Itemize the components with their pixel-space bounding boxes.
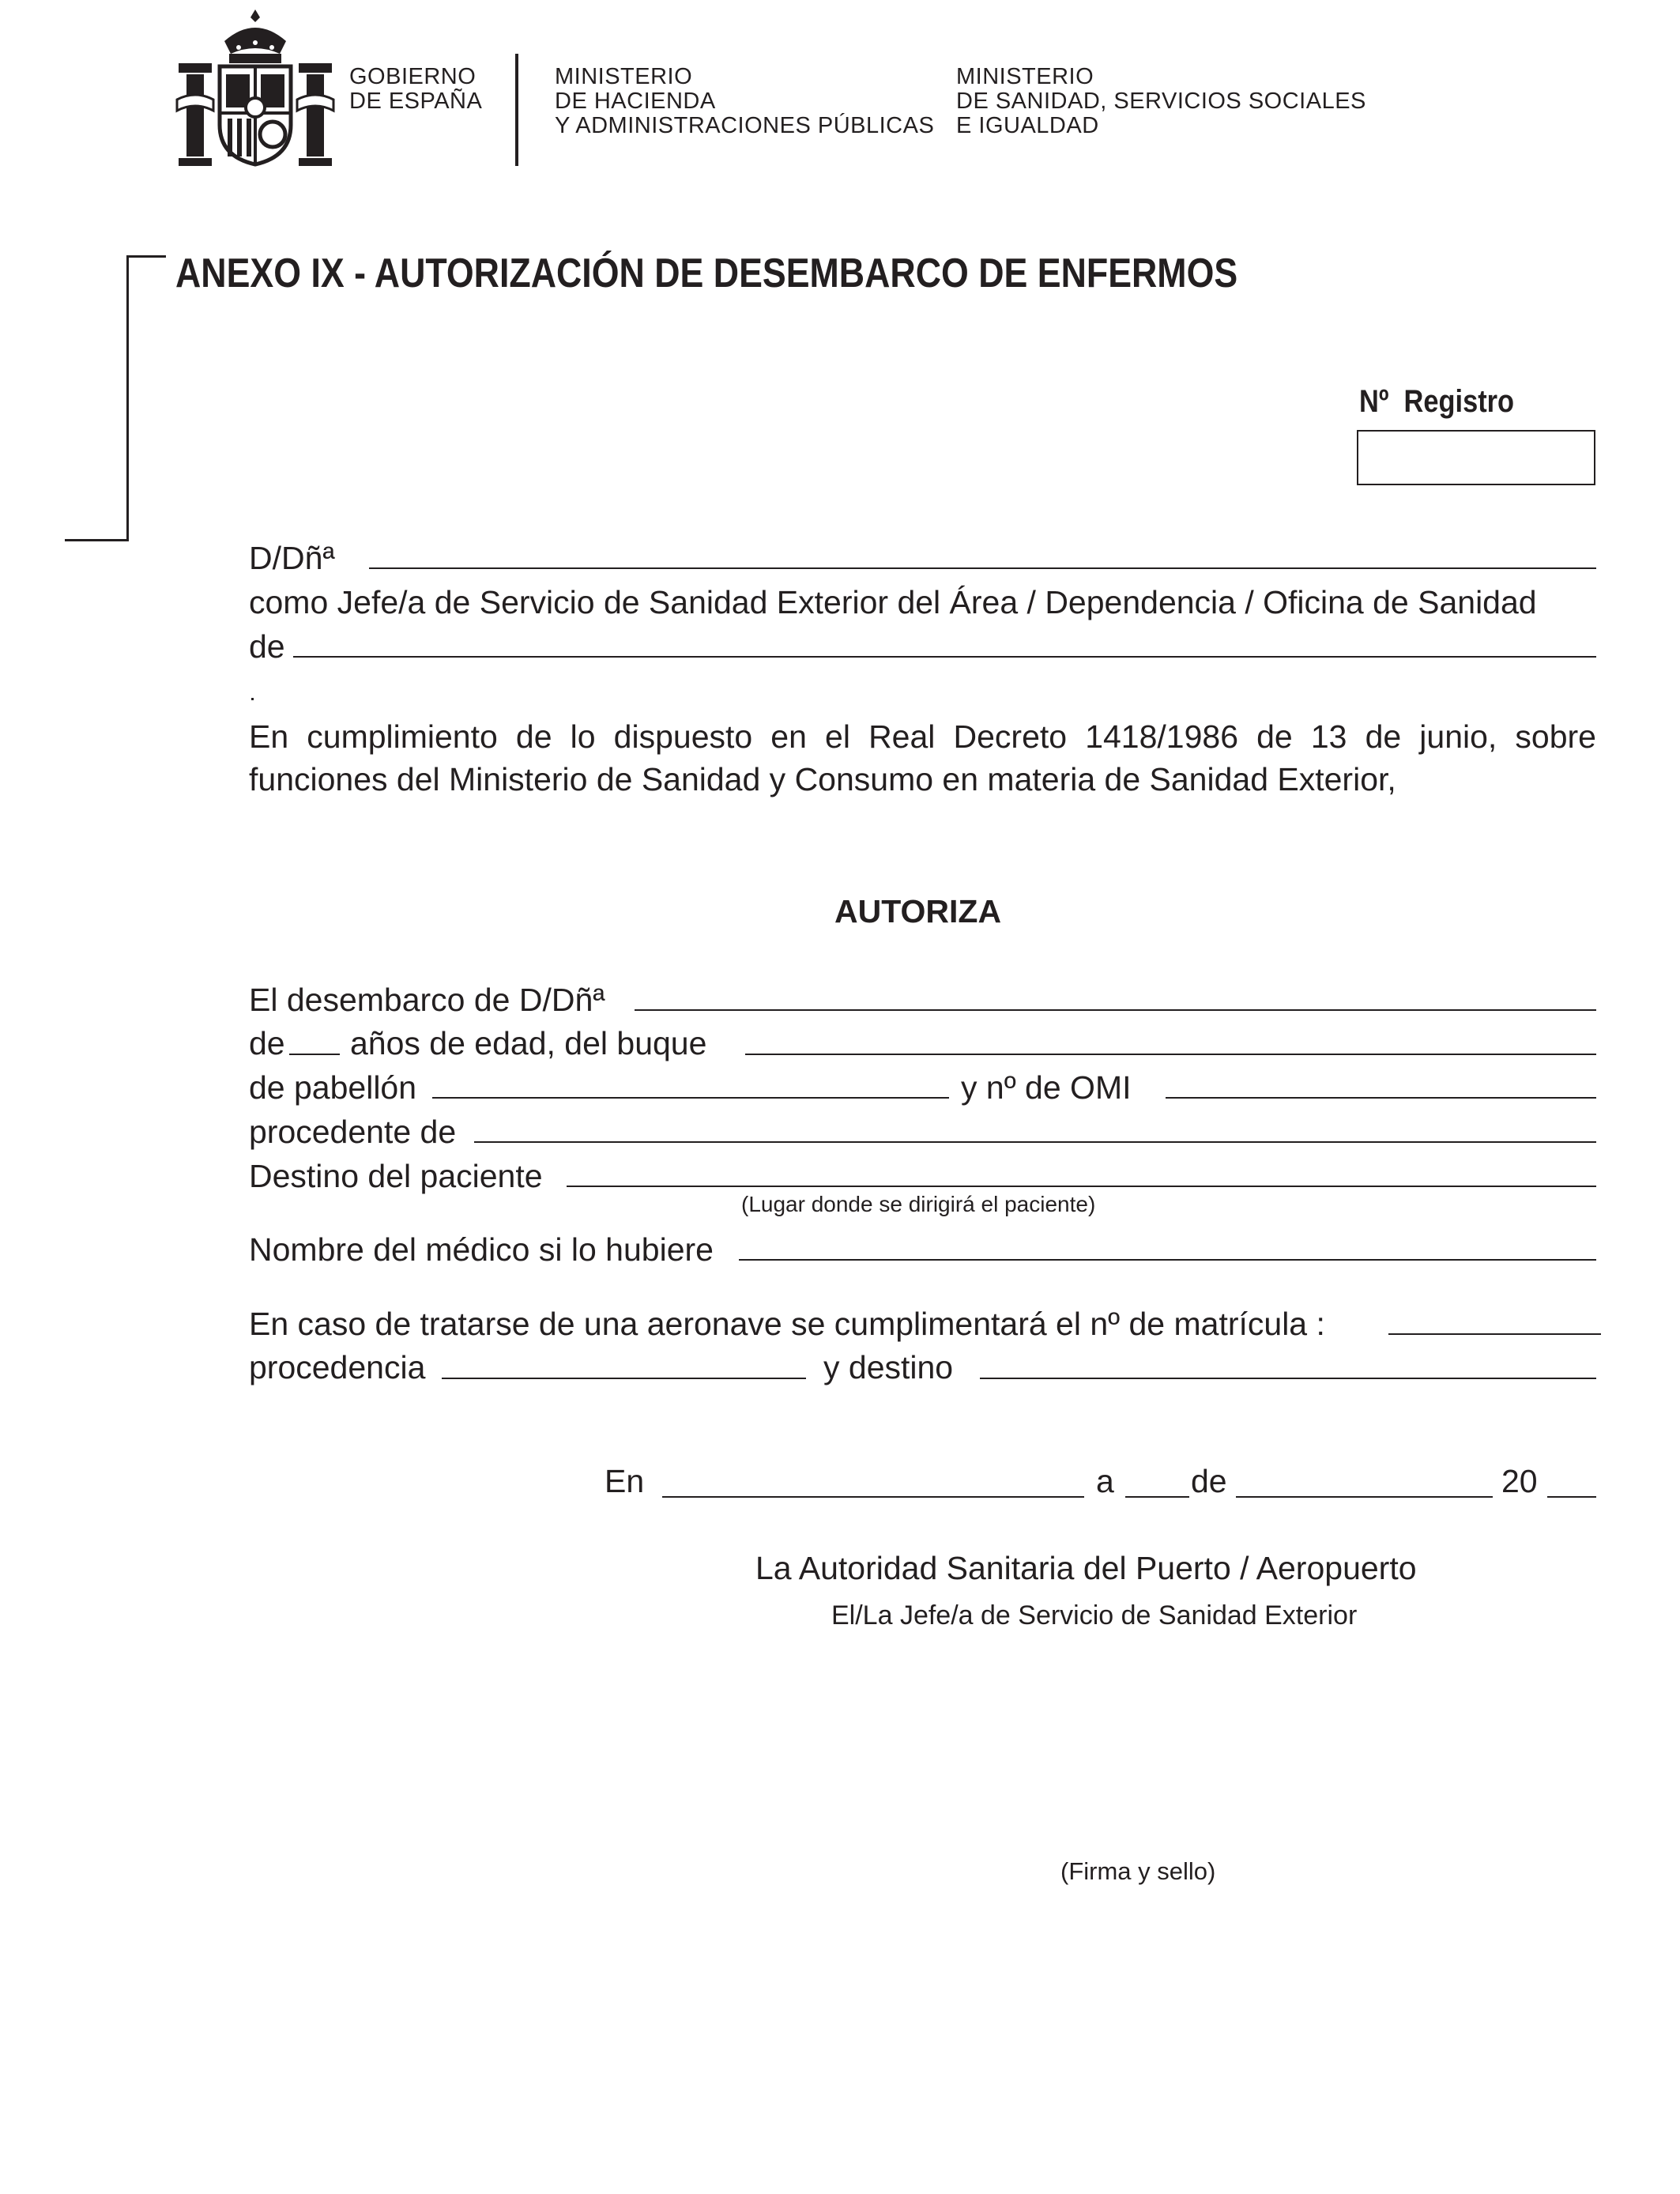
cumplimiento-line-2: funciones del Ministerio de Sanidad y Consumo en materia de Sanidad Exterior, bbox=[249, 761, 1396, 797]
procedente-field[interactable] bbox=[474, 1141, 1596, 1143]
cumplimiento-line-1 bbox=[249, 718, 1596, 755]
oficina-field[interactable] bbox=[293, 656, 1596, 658]
procedente-label: procedente de bbox=[249, 1114, 457, 1150]
margin-tick bbox=[65, 539, 129, 541]
y-destino-label: y destino bbox=[823, 1349, 954, 1385]
aeronave-destino-field[interactable] bbox=[980, 1378, 1596, 1379]
cargo-text: El/La Jefe/a de Servicio de Sanidad Exterior bbox=[831, 1600, 1358, 1630]
header-divider bbox=[515, 54, 518, 166]
date-a-label: a bbox=[1096, 1463, 1114, 1499]
de-label: de bbox=[249, 628, 285, 665]
document-title: ANEXO IX - AUTORIZACIÓN DE DESEMBARCO DE ENFERMOS bbox=[175, 251, 1238, 296]
desembarco-label: El desembarco de D/Dñª bbox=[249, 982, 605, 1018]
destino-hint: (Lugar donde se dirigirá el paciente) bbox=[741, 1192, 1096, 1216]
de-anos-prefix: de bbox=[249, 1025, 285, 1061]
destino-label: Destino del paciente bbox=[249, 1158, 543, 1194]
date-day-field[interactable] bbox=[1125, 1496, 1189, 1498]
ministry-hacienda-line-1: MINISTERIO bbox=[555, 64, 693, 89]
matricula-field[interactable] bbox=[1388, 1333, 1601, 1335]
ministry-hacienda-line-2: DE HACIENDA bbox=[555, 89, 716, 114]
gov-line-1: GOBIERNO bbox=[349, 64, 477, 89]
date-year-field[interactable] bbox=[1547, 1496, 1596, 1498]
firma-label: (Firma y sello) bbox=[1060, 1857, 1216, 1885]
ministry-hacienda-line-3: Y ADMINISTRACIONES PÚBLICAS bbox=[555, 113, 935, 138]
ministry-sanidad bbox=[956, 65, 1366, 138]
medico-field[interactable] bbox=[739, 1259, 1596, 1261]
pabellon-field[interactable] bbox=[432, 1097, 949, 1099]
date-month-field[interactable] bbox=[1236, 1496, 1493, 1498]
omi-field[interactable] bbox=[1166, 1097, 1596, 1099]
procedencia-label: procedencia bbox=[249, 1349, 426, 1385]
ministry-sanidad-line-2: DE SANIDAD, SERVICIOS SOCIALES bbox=[956, 89, 1366, 114]
registro-box[interactable] bbox=[1357, 430, 1595, 485]
date-de-label: de bbox=[1191, 1463, 1227, 1499]
cumplimiento-text-1: En cumplimiento de lo dispuesto en el Real Decreto 1418/1986 de 13 de junio, sobre bbox=[249, 718, 1596, 755]
dona-name-field[interactable] bbox=[369, 567, 1596, 569]
ministry-sanidad-line-3: E IGUALDAD bbox=[956, 113, 1099, 138]
desembarco-name-field[interactable] bbox=[635, 1009, 1596, 1011]
jefe-text: como Jefe/a de Servicio de Sanidad Exterior del Área / Dependencia / Oficina de Sanidad bbox=[249, 584, 1537, 620]
date-place-field[interactable] bbox=[662, 1496, 1084, 1498]
destino-field[interactable] bbox=[567, 1186, 1596, 1187]
procedencia-field[interactable] bbox=[442, 1378, 806, 1379]
small-dot bbox=[251, 698, 254, 700]
date-year-prefix: 20 bbox=[1501, 1463, 1538, 1499]
ministry-sanidad-line-1: MINISTERIO bbox=[956, 64, 1094, 89]
edad-field[interactable] bbox=[289, 1054, 340, 1055]
date-en-label: En bbox=[605, 1463, 645, 1499]
gov-line-2: DE ESPAÑA bbox=[349, 89, 483, 114]
anos-label: años de edad, del buque bbox=[350, 1025, 707, 1061]
coat-of-arms-icon bbox=[175, 6, 335, 169]
registro-label: Nº Registro bbox=[1359, 384, 1515, 419]
aeronave-label: En caso de tratarse de una aeronave se cumplimentará el nº de matrícula : bbox=[249, 1306, 1325, 1342]
medico-label: Nombre del médico si lo hubiere bbox=[249, 1231, 714, 1268]
dona-label: D/Dñª bbox=[249, 540, 335, 576]
pabellon-label: de pabellón bbox=[249, 1069, 417, 1106]
omi-label: y nº de OMI bbox=[961, 1069, 1132, 1106]
autoridad-text: La Autoridad Sanitaria del Puerto / Aeropuerto bbox=[755, 1550, 1417, 1586]
buque-field[interactable] bbox=[745, 1054, 1596, 1055]
gov-name bbox=[349, 65, 482, 114]
autoriza-heading: AUTORIZA bbox=[834, 893, 1002, 929]
margin-bracket bbox=[126, 255, 166, 541]
ministry-hacienda bbox=[555, 65, 934, 138]
